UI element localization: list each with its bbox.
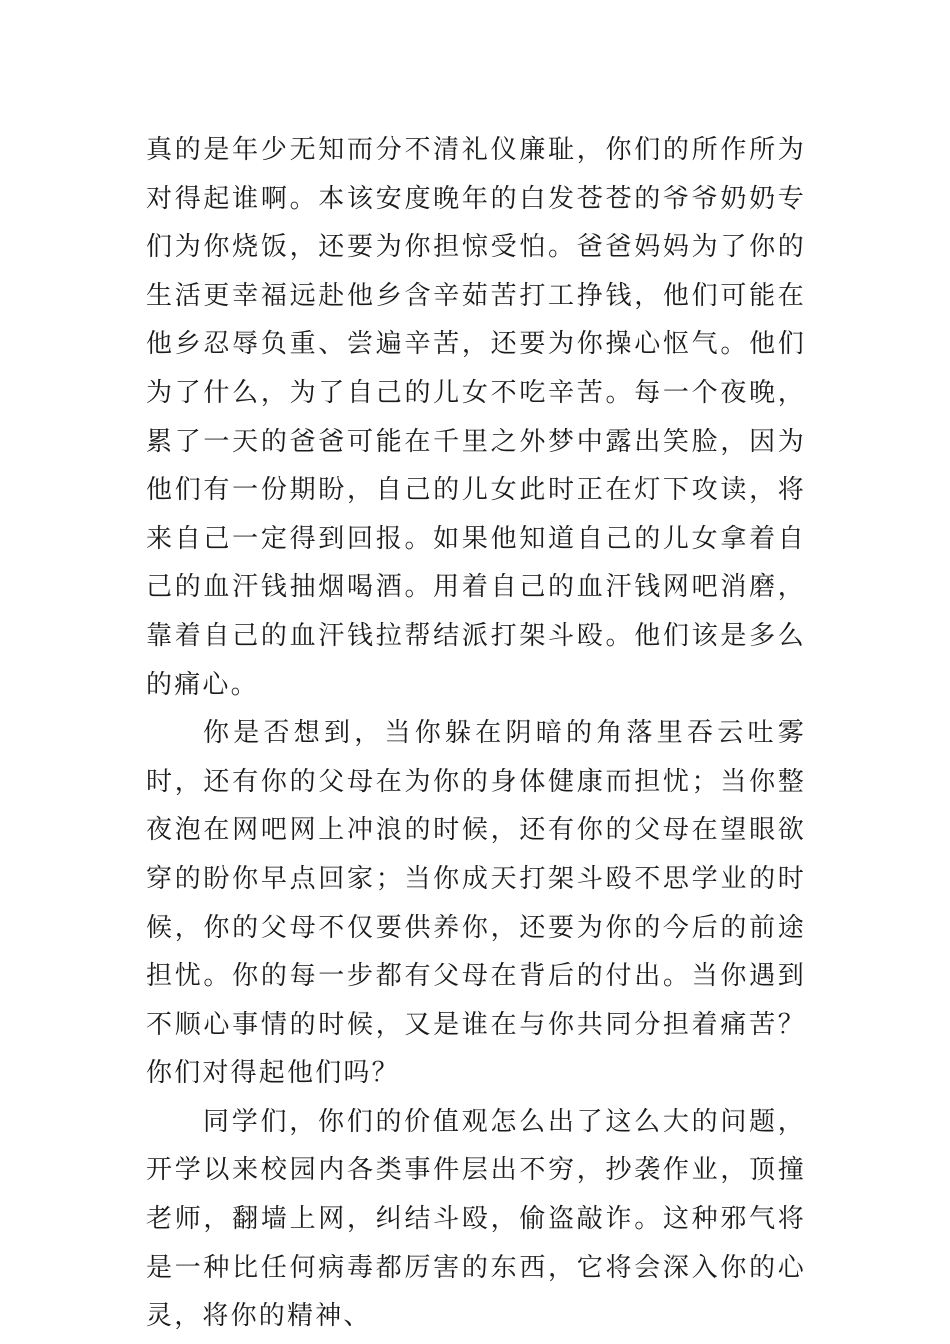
paragraph-values-problem: 同学们，你们的价值观怎么出了这么大的问题，开学以来校园内各类事件层出不穷，抄袭作业，顶撞老师，翻墙上网，纠结斗殴，偷盗敲诈。这种邪气将是一种比任何病毒都厉害的东西，它将会深入你的心灵，将你的精神、 — [146, 1106, 806, 1332]
paragraph-continuation: 真的是年少无知而分不清礼仪廉耻，你们的所作所为对得起谁啊。本该安度晚年的白发苍苍的爷爷奶奶专们为你烧饭，还要为你担惊受怕。爸爸妈妈为了你的生活更幸福远赴他乡含辛茹苦打工挣钱，他们可能在他乡忍辱负重、尝遍辛苦，还要为你操心怄气。他们为了什么，为了自己的儿女不吃辛苦。每一个夜晚，累了一天的爸爸可能在千里之外梦中露出笑脸，因为他们有一份期盼，自己的儿女此时正在灯下攻读，将来自己一定得到回报。如果他知道自己的儿女拿着自己的血汗钱抽烟喝酒。用着自己的血汗钱网吧消磨，靠着自己的血汗钱拉帮结派打架斗殴。他们该是多么的痛心。 — [146, 135, 806, 700]
document-body — [146, 126, 806, 1341]
paragraph-parents-worry: 你是否想到，当你躲在阴暗的角落里吞云吐雾时，还有你的父母在为你的身体健康而担忧；当你整夜泡在网吧网上冲浪的时候，还有你的父母在望眼欲穿的盼你早点回家；当你成天打架斗殴不思学业的时候，你的父母不仅要供养你，还要为你的今后的前途担忧。你的每一步都有父母在背后的付出。当你遇到不顺心事情的时候，又是谁在与你共同分担着痛苦？你们对得起他们吗？ — [146, 718, 806, 1089]
